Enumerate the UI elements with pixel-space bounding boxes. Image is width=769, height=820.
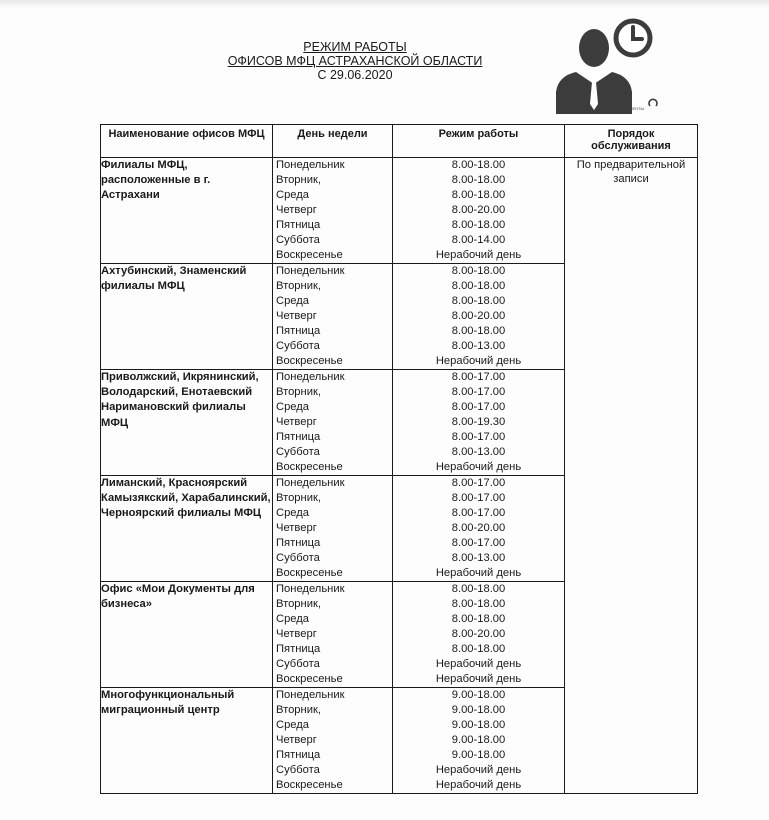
hours-cell: 8.00-18.00: [451, 325, 506, 337]
header-hours: Режим работы: [393, 125, 565, 158]
office-name: Филиалы МФЦ, расположенные в г. Астрахани: [101, 158, 273, 264]
hours-cell: Нерабочий день: [435, 779, 522, 791]
hours-cell: 8.00-18.00: [451, 280, 506, 292]
day-cell: Вторник,: [276, 386, 321, 398]
day-cell: Четверг: [276, 628, 317, 640]
day-cell: Среда: [276, 401, 310, 413]
hours-cell: 8.00-17.00: [451, 431, 506, 443]
logo-caption: МОИ ДОКУМЕНТЫ: [607, 106, 644, 111]
hours-list: [393, 264, 565, 370]
day-cell: Вторник,: [276, 174, 321, 186]
day-cell: Среда: [276, 613, 310, 625]
header-day: День недели: [273, 125, 393, 158]
hours-cell: 8.00-18.00: [451, 189, 506, 201]
person-clock-icon: [552, 14, 662, 114]
hours-cell: 8.00-17.00: [451, 537, 506, 549]
table-header-row: [101, 125, 698, 158]
office-name: Многофункциональный миграционный центр: [101, 688, 273, 794]
title-line-2: ОФИСОВ МФЦ АСТРАХАНСКОЙ ОБЛАСТИ: [227, 54, 483, 68]
day-cell: Вторник,: [276, 598, 321, 610]
hours-cell: 8.00-20.00: [451, 628, 506, 640]
hours-cell: Нерабочий день: [435, 658, 522, 670]
day-cell: Понедельник: [276, 583, 345, 595]
hours-cell: 8.00-18.00: [451, 219, 506, 231]
title-line-3: С 29.06.2020: [317, 68, 393, 82]
hours-cell: 8.00-18.00: [451, 265, 506, 277]
day-list: [273, 264, 393, 370]
title-line-1: РЕЖИМ РАБОТЫ: [303, 40, 407, 54]
hours-cell: 9.00-18.00: [451, 704, 506, 716]
office-name: Офис «Мои Документы для бизнеса»: [101, 582, 273, 688]
day-cell: Среда: [276, 189, 310, 201]
hours-cell: 8.00-18.00: [451, 295, 506, 307]
header-office: Наименование офисов МФЦ: [101, 125, 273, 158]
hours-cell: 8.00-17.00: [451, 386, 506, 398]
day-list: [273, 370, 393, 476]
hours-cell: 8.00-17.00: [451, 507, 506, 519]
day-cell: Воскресенье: [276, 779, 343, 791]
day-cell: Четверг: [276, 416, 317, 428]
day-cell: Пятница: [276, 219, 321, 231]
hours-cell: 8.00-18.00: [451, 613, 506, 625]
hours-list: [393, 370, 565, 476]
hours-list: [393, 476, 565, 582]
hours-cell: 8.00-18.00: [451, 598, 506, 610]
day-cell: Суббота: [276, 552, 320, 564]
hours-cell: 8.00-13.00: [451, 446, 506, 458]
day-cell: Суббота: [276, 340, 320, 352]
hours-cell: 9.00-18.00: [451, 689, 506, 701]
service-order: По предварительной записи: [565, 158, 698, 794]
day-cell: Среда: [276, 507, 310, 519]
day-cell: Вторник,: [276, 492, 321, 504]
hours-cell: 8.00-20.00: [451, 522, 506, 534]
schedule-table: [100, 124, 698, 794]
document-title: [205, 40, 505, 82]
day-cell: Четверг: [276, 204, 317, 216]
day-cell: Четверг: [276, 310, 317, 322]
day-cell: Воскресенье: [276, 673, 343, 685]
hours-cell: 8.00-13.00: [451, 340, 506, 352]
office-name: Лиманский, Красноярский Камызякский, Харабалинский, Черноярский филиалы МФЦ: [101, 476, 273, 582]
day-list: [273, 688, 393, 794]
day-cell: Суббота: [276, 234, 320, 246]
hours-cell: Нерабочий день: [435, 567, 522, 579]
hours-list: [393, 688, 565, 794]
hours-cell: 9.00-18.00: [451, 719, 506, 731]
hours-cell: 8.00-17.00: [451, 371, 506, 383]
day-cell: Суббота: [276, 658, 320, 670]
day-list: [273, 476, 393, 582]
office-name: Приволжский, Икрянинский, Володарский, Енотаевский Наримановский филиалы МФЦ: [101, 370, 273, 476]
hours-cell: 8.00-18.00: [451, 583, 506, 595]
office-name: Ахтубинский, Знаменский филиалы МФЦ: [101, 264, 273, 370]
hours-cell: 8.00-18.00: [451, 159, 506, 171]
hours-cell: 8.00-14.00: [451, 234, 506, 246]
hours-cell: Нерабочий день: [435, 355, 522, 367]
day-cell: Понедельник: [276, 265, 345, 277]
hours-cell: 8.00-17.00: [451, 477, 506, 489]
hours-cell: Нерабочий день: [435, 249, 522, 261]
day-cell: Суббота: [276, 764, 320, 776]
hours-cell: 8.00-17.00: [451, 492, 506, 504]
day-cell: Понедельник: [276, 689, 345, 701]
table-row: [101, 158, 698, 264]
hours-cell: 8.00-20.00: [451, 310, 506, 322]
day-cell: Среда: [276, 295, 310, 307]
page-edge-shadow: [0, 0, 769, 8]
hours-cell: 8.00-19.30: [451, 416, 506, 428]
hours-cell: 8.00-17.00: [451, 401, 506, 413]
day-cell: Воскресенье: [276, 567, 343, 579]
day-cell: Четверг: [276, 734, 317, 746]
hours-list: [393, 582, 565, 688]
day-cell: Воскресенье: [276, 461, 343, 473]
hours-cell: 9.00-18.00: [451, 749, 506, 761]
day-cell: Вторник,: [276, 704, 321, 716]
hours-cell: Нерабочий день: [435, 461, 522, 473]
day-cell: Вторник,: [276, 280, 321, 292]
day-cell: Пятница: [276, 325, 321, 337]
day-cell: Пятница: [276, 537, 321, 549]
day-cell: Воскресенье: [276, 249, 343, 261]
hours-cell: 8.00-13.00: [451, 552, 506, 564]
hours-list: [393, 158, 565, 264]
hours-cell: 8.00-18.00: [451, 174, 506, 186]
day-list: [273, 582, 393, 688]
day-cell: Пятница: [276, 643, 321, 655]
day-cell: Четверг: [276, 522, 317, 534]
hours-cell: Нерабочий день: [435, 764, 522, 776]
hours-cell: 9.00-18.00: [451, 734, 506, 746]
day-cell: Суббота: [276, 446, 320, 458]
day-cell: Понедельник: [276, 371, 345, 383]
day-cell: Пятница: [276, 749, 321, 761]
day-cell: Воскресенье: [276, 355, 343, 367]
hours-cell: 8.00-20.00: [451, 204, 506, 216]
hours-cell: Нерабочий день: [435, 673, 522, 685]
day-cell: Пятница: [276, 431, 321, 443]
day-cell: Среда: [276, 719, 310, 731]
day-cell: Понедельник: [276, 477, 345, 489]
day-list: [273, 158, 393, 264]
hours-cell: 8.00-18.00: [451, 643, 506, 655]
header-service-order: Порядок обслуживания: [565, 125, 698, 158]
day-cell: Понедельник: [276, 159, 345, 171]
